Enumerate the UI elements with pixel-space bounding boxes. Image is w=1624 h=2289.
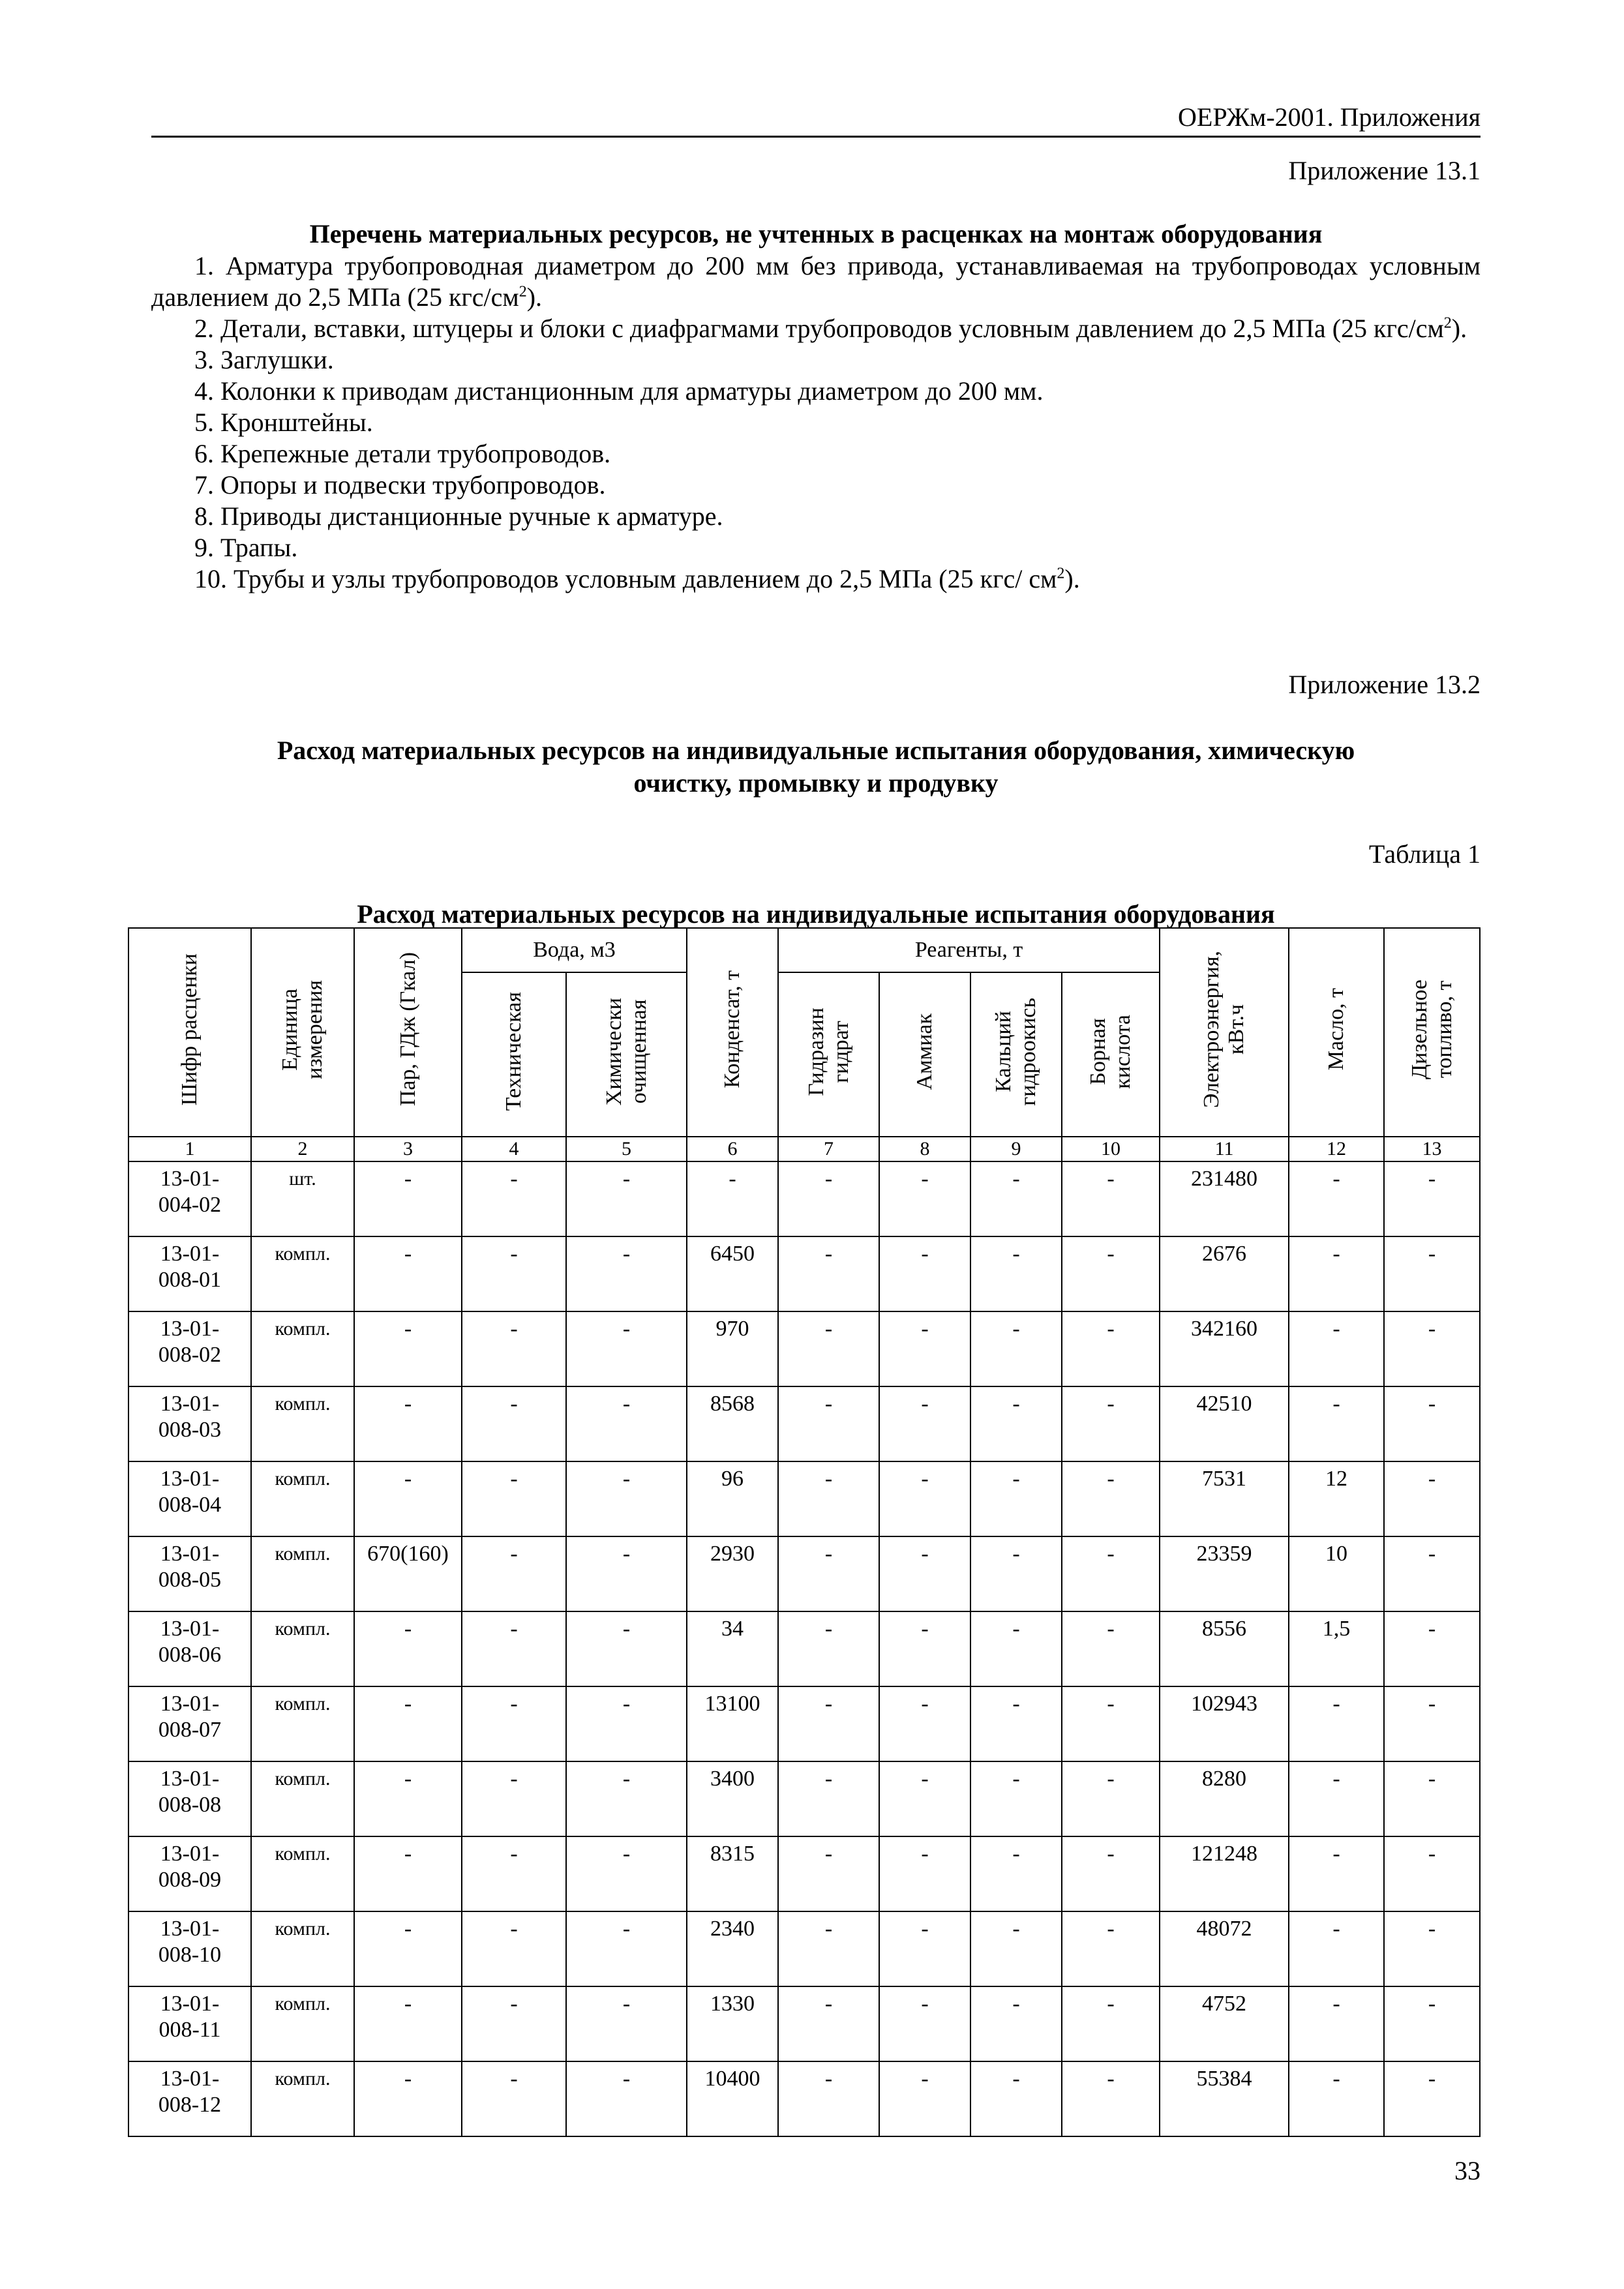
column-number: 7 — [778, 1137, 879, 1161]
table-cell: - — [879, 1611, 970, 1686]
table-cell: - — [566, 1161, 687, 1236]
table-cell: 8315 — [687, 1836, 778, 1911]
table-cell: - — [462, 1536, 566, 1611]
table-cell: 34 — [687, 1611, 778, 1686]
rate-code-cell: 13-01- 008-08 — [128, 1761, 251, 1836]
table-cell: - — [879, 1836, 970, 1911]
table-cell: - — [1384, 1686, 1480, 1761]
table-cell: - — [1384, 1611, 1480, 1686]
table-row — [128, 1986, 1480, 2061]
table-cell: - — [566, 2061, 687, 2136]
table-cell: - — [354, 1161, 462, 1236]
rate-code-cell: 13-01- 008-02 — [128, 1311, 251, 1386]
table-cell: компл. — [251, 1236, 354, 1311]
column-number: 9 — [970, 1137, 1062, 1161]
table-cell: - — [1062, 1461, 1160, 1536]
rate-code-cell: 13-01- 008-11 — [128, 1986, 251, 2061]
table-cell: - — [1384, 1386, 1480, 1461]
table-cell: - — [462, 1386, 566, 1461]
table-cell: - — [462, 1611, 566, 1686]
table-cell: - — [970, 1161, 1062, 1236]
table-cell: - — [1289, 1311, 1384, 1386]
table-cell: 12 — [1289, 1461, 1384, 1536]
table-cell: - — [970, 1461, 1062, 1536]
table-cell: - — [970, 2061, 1062, 2136]
table-cell: - — [566, 1536, 687, 1611]
table-cell: - — [1289, 1686, 1384, 1761]
table-cell: - — [778, 1686, 879, 1761]
table-cell: - — [879, 1986, 970, 2061]
table-cell: - — [1384, 1236, 1480, 1311]
table-cell: - — [970, 1236, 1062, 1311]
table-row — [128, 1236, 1480, 1311]
rate-code-cell: 13-01- 008-04 — [128, 1461, 251, 1536]
rate-code-cell: 13-01- 008-05 — [128, 1536, 251, 1611]
table-cell: - — [1384, 1536, 1480, 1611]
table-cell: - — [354, 1836, 462, 1911]
table-cell: - — [462, 1236, 566, 1311]
table-cell: - — [778, 1986, 879, 2061]
table-cell: - — [1384, 1311, 1480, 1386]
table-cell: - — [1289, 1836, 1384, 1911]
table-cell: - — [778, 1161, 879, 1236]
table-cell: - — [687, 1161, 778, 1236]
table-cell: 2930 — [687, 1536, 778, 1611]
col-header-potassium: Кальций гидроокись — [970, 972, 1062, 1137]
table-cell: - — [462, 1311, 566, 1386]
rate-code-cell: 13-01- 004-02 — [128, 1161, 251, 1236]
table-cell: - — [566, 1311, 687, 1386]
table-row — [128, 1761, 1480, 1836]
table-cell: - — [566, 1461, 687, 1536]
table-cell: - — [1384, 1161, 1480, 1236]
table-cell: - — [879, 1386, 970, 1461]
table-cell: компл. — [251, 1836, 354, 1911]
table-cell: - — [462, 1911, 566, 1986]
table-cell: 342160 — [1160, 1311, 1289, 1386]
header-row-1 — [128, 928, 1480, 972]
table-cell: - — [1289, 1236, 1384, 1311]
table-cell: - — [462, 2061, 566, 2136]
table-cell: - — [354, 1686, 462, 1761]
table-cell: - — [778, 2061, 879, 2136]
table-cell: - — [1062, 1311, 1160, 1386]
table-cell: - — [1062, 1686, 1160, 1761]
table-row — [128, 1161, 1480, 1236]
table-cell: - — [566, 1236, 687, 1311]
column-number: 6 — [687, 1137, 778, 1161]
col-header-water-tech: Техническая — [462, 972, 566, 1137]
table-row — [128, 1536, 1480, 1611]
appendix-label-13-1: Приложение 13.1 — [1288, 156, 1481, 185]
table-cell: 1,5 — [1289, 1611, 1384, 1686]
table-cell: 10400 — [687, 2061, 778, 2136]
table-row — [128, 1686, 1480, 1761]
table-cell: - — [1062, 1911, 1160, 1986]
table-cell: - — [566, 1836, 687, 1911]
column-number: 4 — [462, 1137, 566, 1161]
table-cell: - — [354, 1461, 462, 1536]
table-row — [128, 1386, 1480, 1461]
table-cell: - — [354, 1386, 462, 1461]
column-number: 5 — [566, 1137, 687, 1161]
table-cell: - — [879, 1536, 970, 1611]
table-cell: - — [1289, 1986, 1384, 2061]
column-number: 11 — [1160, 1137, 1289, 1161]
table-cell: - — [566, 1911, 687, 1986]
table-cell: 2340 — [687, 1911, 778, 1986]
table-row — [128, 1611, 1480, 1686]
column-number: 1 — [128, 1137, 251, 1161]
rate-code-cell: 13-01- 008-01 — [128, 1236, 251, 1311]
table-cell: - — [970, 1686, 1062, 1761]
table-cell: - — [354, 1236, 462, 1311]
table-cell: - — [354, 2061, 462, 2136]
table-cell: - — [970, 1986, 1062, 2061]
table-cell: 670(160) — [354, 1536, 462, 1611]
resources-table — [128, 927, 1481, 2137]
list-item: 9. Трапы. — [194, 533, 298, 562]
column-number: 3 — [354, 1137, 462, 1161]
table-cell: 8556 — [1160, 1611, 1289, 1686]
col-header-oil: Масло, т — [1289, 928, 1384, 1137]
table-row — [128, 1461, 1480, 1536]
table-cell: компл. — [251, 1761, 354, 1836]
col-header-diesel: Дизельное топливо, т — [1384, 928, 1480, 1137]
column-number: 8 — [879, 1137, 970, 1161]
table-cell: - — [566, 1686, 687, 1761]
table-cell: компл. — [251, 1461, 354, 1536]
table-cell: - — [778, 1311, 879, 1386]
col-header-unit: Единица измерения — [251, 928, 354, 1137]
appendix-13-1-title: Перечень материальных ресурсов, не учтенных в расценках на монтаж оборудования — [309, 219, 1323, 248]
table-cell: - — [879, 2061, 970, 2136]
table-row — [128, 1836, 1480, 1911]
table-cell: - — [566, 1761, 687, 1836]
table-cell: 121248 — [1160, 1836, 1289, 1911]
appendix-13-2-title — [151, 734, 1481, 800]
table-cell: 10 — [1289, 1536, 1384, 1611]
table-cell: 7531 — [1160, 1461, 1289, 1536]
table-cell: 96 — [687, 1461, 778, 1536]
table-cell: - — [879, 1686, 970, 1761]
table-row — [128, 1911, 1480, 1986]
page-number: 33 — [1454, 2156, 1481, 2185]
table-cell: - — [879, 1911, 970, 1986]
table-cell: компл. — [251, 1611, 354, 1686]
table-cell: - — [970, 1386, 1062, 1461]
table-cell: компл. — [251, 1986, 354, 2061]
table-cell: - — [1062, 1761, 1160, 1836]
table-cell: 8568 — [687, 1386, 778, 1461]
header-title: ОЕРЖм-2001. Приложения — [1178, 102, 1481, 132]
col-header-steam: Пар, ГДж (Гкал) — [354, 928, 462, 1137]
table-cell: 8280 — [1160, 1761, 1289, 1836]
table-cell: - — [1062, 1161, 1160, 1236]
list-item: 6. Крепежные детали трубопроводов. — [194, 439, 611, 468]
table-cell: 231480 — [1160, 1161, 1289, 1236]
table-cell: - — [462, 1686, 566, 1761]
column-number: 13 — [1384, 1137, 1480, 1161]
list-item: 3. Заглушки. — [194, 345, 334, 374]
table-cell: - — [354, 1911, 462, 1986]
table-cell: - — [970, 1836, 1062, 1911]
table-cell: - — [879, 1311, 970, 1386]
table-cell: - — [1062, 1536, 1160, 1611]
table-cell: - — [462, 1986, 566, 2061]
table-cell: - — [1384, 1836, 1480, 1911]
table-cell: компл. — [251, 1686, 354, 1761]
col-group-reagents: Реагенты, т — [778, 928, 1160, 972]
table-cell: - — [970, 1311, 1062, 1386]
table-cell: - — [778, 1236, 879, 1311]
rate-code-cell: 13-01- 008-03 — [128, 1386, 251, 1461]
table-cell: - — [778, 1761, 879, 1836]
list-item: 7. Опоры и подвески трубопроводов. — [194, 470, 606, 500]
appendix-label-13-2: Приложение 13.2 — [1288, 670, 1481, 699]
table-cell: - — [778, 1536, 879, 1611]
table-caption: Таблица 1 — [1368, 839, 1481, 869]
rate-code-cell: 13-01- 008-09 — [128, 1836, 251, 1911]
rate-code-cell: 13-01- 008-06 — [128, 1611, 251, 1686]
rate-code-cell: 13-01- 008-12 — [128, 2061, 251, 2136]
table-cell: - — [970, 1761, 1062, 1836]
table-body — [128, 1161, 1480, 2136]
table-cell: - — [354, 1311, 462, 1386]
table-cell: - — [1384, 1761, 1480, 1836]
table-cell: - — [1384, 1911, 1480, 1986]
table-cell: - — [566, 1611, 687, 1686]
table-cell: 3400 — [687, 1761, 778, 1836]
col-header-electricity: Электроэнергия, кВт.ч — [1160, 928, 1289, 1137]
column-number-row — [128, 1137, 1480, 1161]
table-cell: - — [778, 1386, 879, 1461]
table-cell: 4752 — [1160, 1986, 1289, 2061]
col-group-water: Вода, м3 — [462, 928, 687, 972]
table-cell: - — [566, 1986, 687, 2061]
table-cell: - — [1289, 2061, 1384, 2136]
list-item: 1. Арматура трубопроводная диаметром до 200 мм без привода, устанавливаемая на трубопроводах условным давлением до 2,5 МПа (25 кгс/$см^2$). — [151, 251, 1481, 312]
list-item: 2. Детали, вставки, штуцеры и блоки с диафрагмами трубопроводов условным давлением до 2,5 МПа (25 кгс/$см^2$). — [194, 314, 1467, 343]
table-cell: компл. — [251, 1536, 354, 1611]
table-cell: - — [1062, 1236, 1160, 1311]
table-cell: - — [1062, 1611, 1160, 1686]
table-cell: - — [354, 1986, 462, 2061]
running-header — [151, 97, 1481, 138]
list-item: 4. Колонки к приводам дистанционным для арматуры диаметром до 200 мм. — [194, 376, 1044, 406]
col-header-boric: Борная кислота — [1062, 972, 1160, 1137]
table-cell: - — [879, 1161, 970, 1236]
column-number: 12 — [1289, 1137, 1384, 1161]
table-cell: - — [970, 1611, 1062, 1686]
table-cell: - — [778, 1836, 879, 1911]
table-cell: 48072 — [1160, 1911, 1289, 1986]
table-cell: - — [1062, 1986, 1160, 2061]
table-cell: - — [1062, 1386, 1160, 1461]
table-cell: 55384 — [1160, 2061, 1289, 2136]
list-item: 10. Трубы и узлы трубопроводов условным давлением до 2,5 МПа (25 кгс/ $см^2$). — [194, 564, 1080, 593]
col-header-condensate: Конденсат, т — [687, 928, 778, 1137]
table-cell: - — [462, 1761, 566, 1836]
table-cell: - — [462, 1461, 566, 1536]
list-item: 8. Приводы дистанционные ручные к арматуре. — [194, 501, 723, 531]
table-cell: компл. — [251, 2061, 354, 2136]
table-cell: компл. — [251, 1386, 354, 1461]
table-cell: 42510 — [1160, 1386, 1289, 1461]
table-cell: - — [1289, 1911, 1384, 1986]
table-cell: - — [1384, 1461, 1480, 1536]
col-header-water-chem: Химически очищенная — [566, 972, 687, 1137]
table-cell: 23359 — [1160, 1536, 1289, 1611]
table-cell: 13100 — [687, 1686, 778, 1761]
table-cell: - — [778, 1611, 879, 1686]
table-cell: - — [879, 1761, 970, 1836]
table-cell: 1330 — [687, 1986, 778, 2061]
col-header-ammonia: Аммиак — [879, 972, 970, 1137]
rate-code-cell: 13-01- 008-10 — [128, 1911, 251, 1986]
table-cell: 6450 — [687, 1236, 778, 1311]
table-cell: - — [1289, 1386, 1384, 1461]
table-cell: - — [462, 1836, 566, 1911]
table-cell: - — [778, 1911, 879, 1986]
appendix-13-2-title-line2: очистку, промывку и продувку — [633, 768, 999, 798]
table-cell: - — [354, 1611, 462, 1686]
table-cell: компл. — [251, 1311, 354, 1386]
table-cell: - — [1289, 1761, 1384, 1836]
rate-code-cell: 13-01- 008-07 — [128, 1686, 251, 1761]
table-cell: - — [354, 1761, 462, 1836]
table-row — [128, 1311, 1480, 1386]
table-cell: - — [566, 1386, 687, 1461]
table-cell: - — [970, 1536, 1062, 1611]
col-header-hydrazine: Гидразин гидрат — [778, 972, 879, 1137]
table-cell: - — [778, 1461, 879, 1536]
table-cell: - — [1062, 2061, 1160, 2136]
resource-list — [151, 250, 1481, 595]
table-cell: - — [462, 1161, 566, 1236]
table-cell: - — [879, 1236, 970, 1311]
table-cell: шт. — [251, 1161, 354, 1236]
table-cell: - — [970, 1911, 1062, 1986]
column-number: 10 — [1062, 1137, 1160, 1161]
col-header-code: Шифр расценки — [128, 928, 251, 1137]
table-cell: - — [1289, 1161, 1384, 1236]
table-cell: - — [879, 1461, 970, 1536]
table-cell: 102943 — [1160, 1686, 1289, 1761]
table-cell: 2676 — [1160, 1236, 1289, 1311]
list-item: 5. Кронштейны. — [194, 408, 373, 437]
table-cell: компл. — [251, 1911, 354, 1986]
appendix-13-2-title-line1: Расход материальных ресурсов на индивидуальные испытания оборудования, химическую — [277, 736, 1355, 765]
table-title: Расход материальных ресурсов на индивидуальные испытания оборудования — [357, 899, 1275, 929]
table-cell: - — [1384, 1986, 1480, 2061]
table-cell: - — [1384, 2061, 1480, 2136]
table-cell: - — [1062, 1836, 1160, 1911]
table-row — [128, 2061, 1480, 2136]
table-cell: 970 — [687, 1311, 778, 1386]
column-number: 2 — [251, 1137, 354, 1161]
